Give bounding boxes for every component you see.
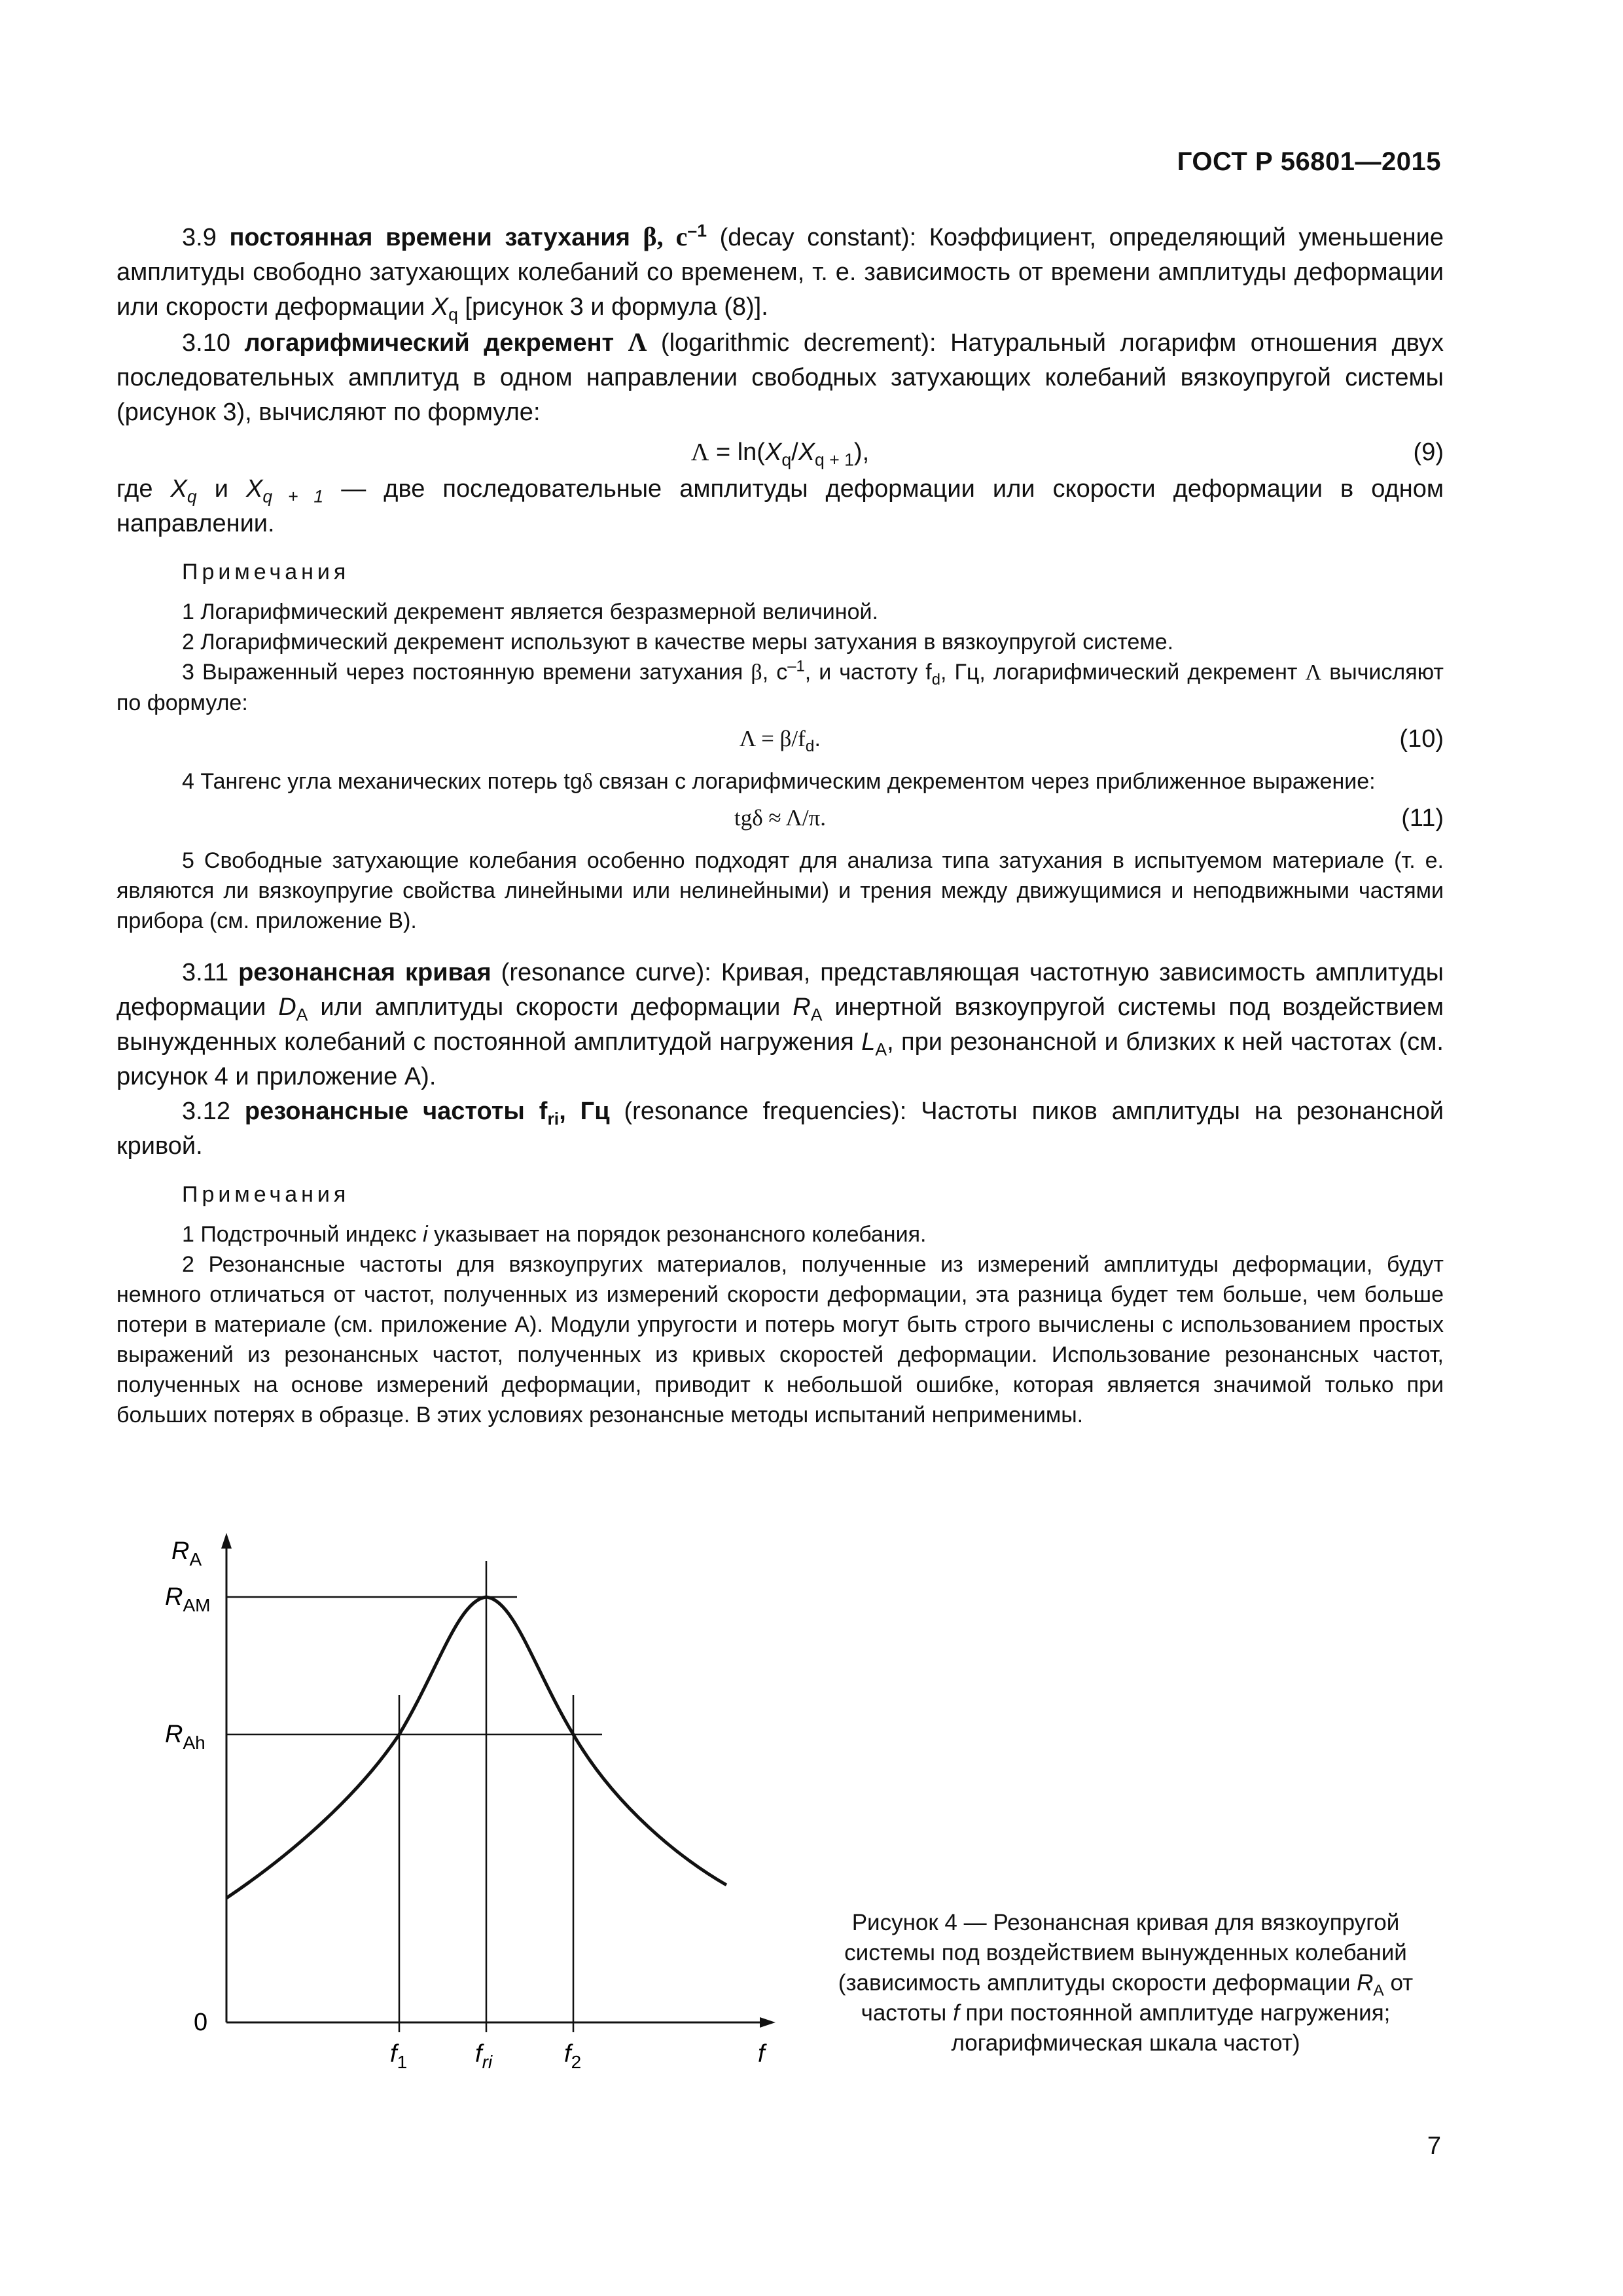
- notes-heading: Примечания: [182, 1182, 350, 1207]
- formula-9-explanation: где $X_q$ и $X_{q + 1}$ — две последовательные амплитуды деформации или скорости деформации в одном направлении.: [116, 475, 1444, 537]
- origin-label: 0: [194, 2009, 208, 2036]
- document-id: ГОСТ Р 56801—2015: [1177, 147, 1441, 176]
- rah-label: $R_{Ah}$: [165, 1721, 205, 1753]
- f2-label: $f_2$: [564, 2040, 582, 2072]
- f1-label: $f_1$: [390, 2040, 408, 2072]
- main-text: [116, 219, 1444, 1430]
- clause-3-9: 3.9 постоянная времени затухания β, $с^{-1}$ (decay constant): Коэффициент, определяющий уменьшение амплитуды свободно затухающих колебаний со временем, т. е. зависимость от времени амплитуды деформации или скорости деформации $X_q$ [рисунок 3 и формула (8)].: [116, 221, 1444, 325]
- note-2: 2 Логарифмический декремент используют в качестве меры затухания в вязкоупругой системе.: [182, 630, 1174, 655]
- term: резонансная кривая: [238, 959, 491, 986]
- page-number: 7: [1427, 2132, 1441, 2160]
- clause-3-10: 3.10 логарифмический декремент Λ (logarithmic decrement): Натуральный логарифм отношения двух последовательных амплитуд в одном направлении свободных затухающих колебаний вязкоупругой системы (рисунок 3), вычисляют по формуле:: [116, 327, 1444, 426]
- y-axis-arrow: [221, 1533, 232, 1549]
- term: логарифмический декремент: [244, 329, 615, 357]
- formula-10: $\Lambda = \beta/f_d$. (10): [739, 725, 1444, 755]
- note-3: 3 Выраженный через постоянную времени затухания β, $с^{-1}$, и частоту $f_d$, Гц, логарифмический декремент Λ вычисляют по формуле:: [116, 657, 1444, 715]
- formula-9: $\Lambda = \ln(X_q/X_{q + 1})$, (9): [690, 439, 1444, 470]
- resonance-curve-figure: [131, 1518, 825, 2081]
- figure-caption: Рисунок 4 — Резонансная кривая для вязкоупругой системы под воздействием вынужденных колебаний (зависимость амплитуды скорости деформации $R_A$ от частоты f при постоянной амплитуде нагружения; логарифмическая шкала частот): [838, 1910, 1414, 2056]
- note-2: 2 Резонансные частоты для вязкоупругих материалов, полученные из измерений амплитуды деформации, будут немного отличаться от частот, полученных из измерений скорости деформации, эта разница будет тем больше, чем больше потери в материале (см. приложение А). Модули упругости и потерь могут быть строго вычислены с использованием простых выражений из резонансных частот, полученных из кривых скоростей деформации. Использование резонансных частот, полученных на основе измерений деформации, приводит к небольшой ошибке, которая является значимой только при больших потерях в образце. В этих условиях резонансные методы испытаний неприменимы.: [116, 1252, 1444, 1427]
- note-4: 4 Тангенс угла механических потерь tgδ связан с логарифмическим декрементом через приближенное выражение:: [182, 769, 1376, 794]
- x-axis-arrow: [760, 2017, 776, 2028]
- fri-label: $f_{ri}$: [475, 2040, 493, 2072]
- note-1: 1 Логарифмический декремент является безразмерной величиной.: [182, 600, 878, 624]
- note-5: 5 Свободные затухающие колебания особенно подходят для анализа типа затухания в испытуемом материале (т. е. являются ли вязкоупругие свойства линейными или нелинейными) и трения между движущимися и неподвижными частями прибора (см. приложение В).: [116, 848, 1444, 933]
- term: резонансные частоты $f_{ri}$, Гц: [244, 1098, 610, 1129]
- notes-heading: Примечания: [182, 560, 350, 584]
- resonance-curve: [226, 1597, 726, 1898]
- note-1: 1 Подстрочный индекс i указывает на порядок резонансного колебания.: [182, 1222, 927, 1247]
- clause-3-11: 3.11 резонансная кривая (resonance curve): Кривая, представляющая частотную зависимость амплитуды деформации $D_A$ или амплитуды скорости деформации $R_A$ инертной вязкоупругой системы под воздействием вынужденных колебаний с постоянной амплитудой нагружения $L_A$, при резонансной и близких к ней частотах (см. рисунок 4 и приложение А).: [116, 959, 1444, 1090]
- y-axis-label: $R_A$: [171, 1537, 202, 1570]
- formula-11: tgδ ≈ Λ/π. (11): [734, 804, 1444, 832]
- x-axis-label: f: [758, 2040, 765, 2068]
- clause-3-12: 3.12 резонансные частоты $f_{ri}$, Гц (resonance frequencies): Частоты пиков амплитуды на резонансной кривой.: [116, 1098, 1444, 1160]
- term: постоянная времени затухания: [229, 224, 630, 251]
- ram-label: $R_{AM}$: [165, 1583, 211, 1615]
